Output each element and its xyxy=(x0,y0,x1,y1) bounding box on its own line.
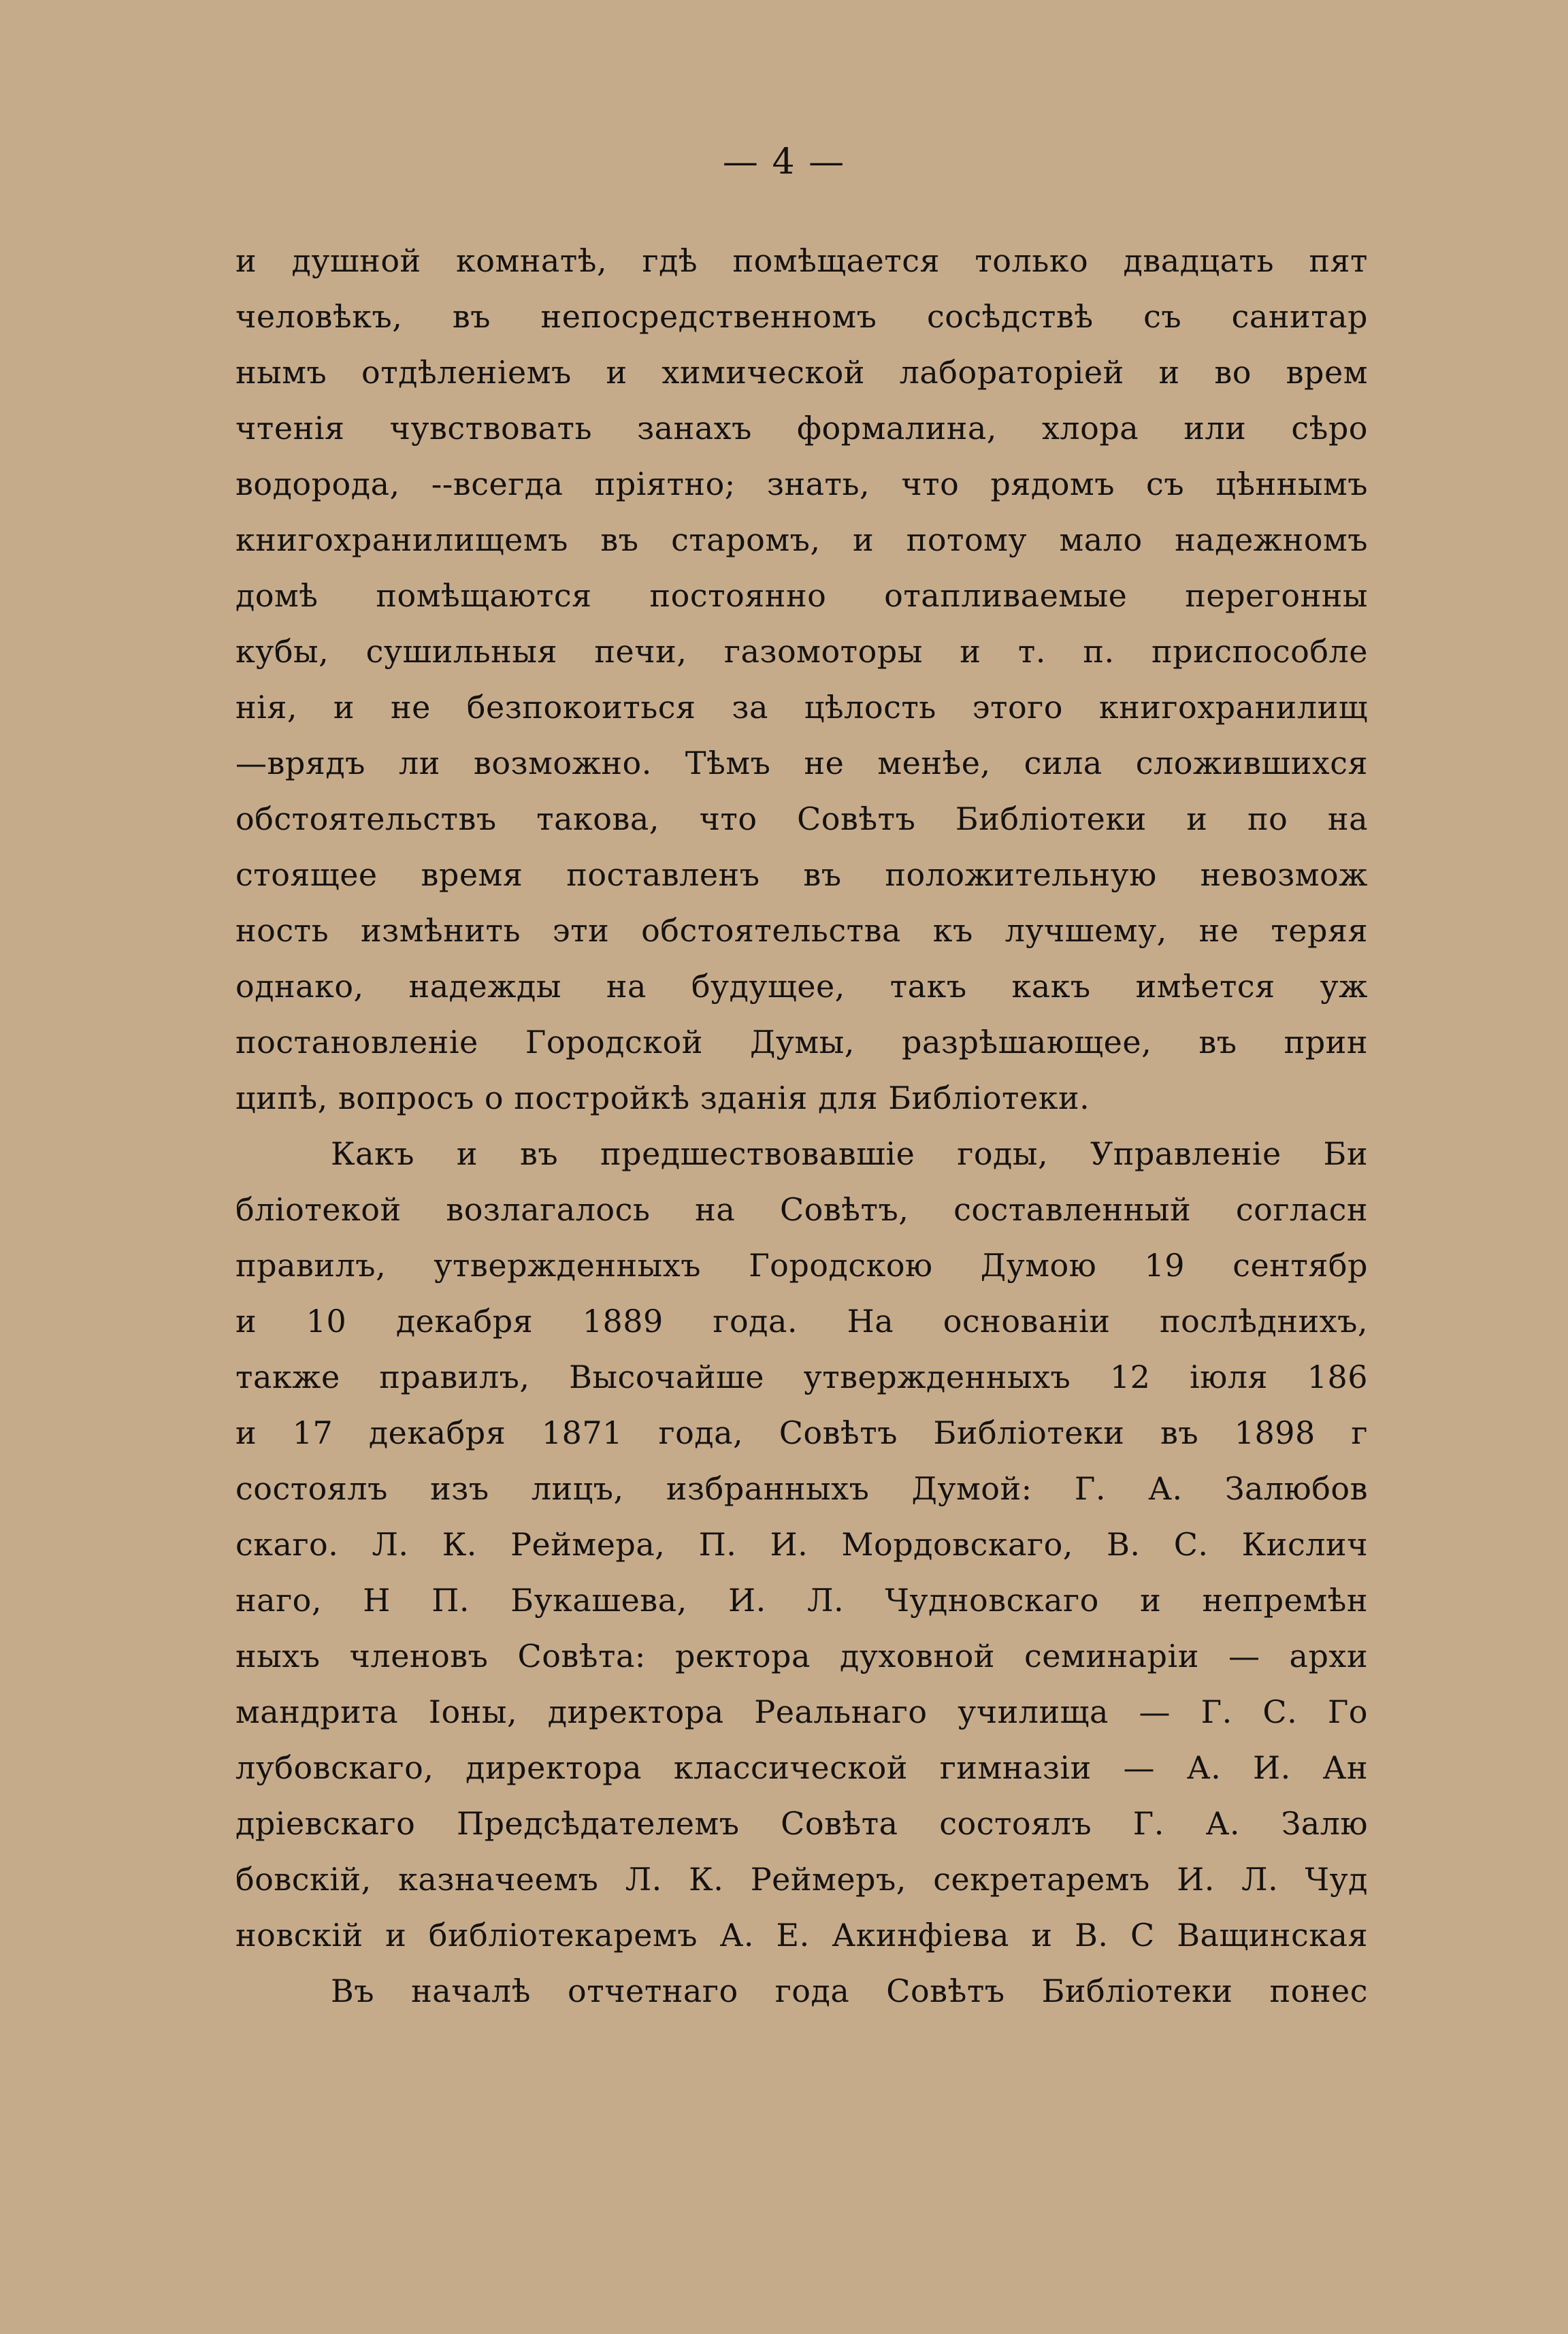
text-line: и 17 декабря 1871 года, Совѣтъ Библіотеки въ 1898 г xyxy=(235,1414,1368,1451)
text-line: нія, и не безпокоиться за цѣлость этого книгохранилищ xyxy=(235,689,1368,726)
text-line: бліотекой возлагалось на Совѣтъ, составленный согласн xyxy=(235,1191,1368,1228)
text-line: человѣкъ, въ непосредственномъ сосѣдствѣ съ санитар xyxy=(235,298,1368,335)
page-number: — 4 — xyxy=(722,142,846,182)
text-line: нымъ отдѣленіемъ и химической лабораторіей и во врем xyxy=(235,354,1368,391)
text-line: мандрита Іоны, директора Реальнаго училища — Г. С. Го xyxy=(235,1693,1368,1730)
text-line: водорода, --всегда пріятно; знать, что рядомъ съ цѣннымъ xyxy=(235,466,1368,502)
text-line: стоящее время поставленъ въ положительную невозмож xyxy=(235,856,1368,893)
text-line: домѣ помѣщаются постоянно отапливаемые перегонны xyxy=(235,577,1368,614)
text-line: правилъ, утвержденныхъ Городскою Думою 19 сентябр xyxy=(235,1247,1368,1284)
text-line: книгохранилищемъ въ старомъ, и потому мало надежномъ xyxy=(235,521,1368,558)
text-line: однако, надежды на будущее, такъ какъ имѣется уж xyxy=(235,968,1368,1005)
text-line: ность измѣнить эти обстоятельства къ лучшему, не теряя xyxy=(235,912,1368,949)
paragraph-1 xyxy=(235,233,1368,1126)
text-line: также правилъ, Высочайше утвержденныхъ 12 іюля 186 xyxy=(235,1359,1368,1395)
body-text xyxy=(235,233,1368,2019)
paragraph-2 xyxy=(235,1126,1368,1963)
text-line: бовскій, казначеемъ Л. К. Реймеръ, секретаремъ И. Л. Чуд xyxy=(235,1861,1368,1898)
text-line: чтенія чувствовать занахъ формалина, хлора или сѣро xyxy=(235,410,1368,447)
text-line: кубы, сушильныя печи, газомоторы и т. п. приспособле xyxy=(235,633,1368,670)
text-line: и душной комнатѣ, гдѣ помѣщается только двадцать пят xyxy=(235,242,1368,279)
text-line: состоялъ изъ лицъ, избранныхъ Думой: Г. А. Залюбов xyxy=(235,1470,1368,1507)
text-line: ципѣ, вопросъ о постройкѣ зданія для Библіотеки. xyxy=(235,1080,1090,1116)
text-line: наго, Н П. Букашева, И. Л. Чудновскаго и непремѣн xyxy=(235,1582,1368,1619)
text-line: Какъ и въ предшествовавшіе годы, Управленіе Би xyxy=(331,1135,1368,1172)
text-line: дріевскаго Предсѣдателемъ Совѣта состоялъ Г. А. Залю xyxy=(235,1805,1368,1842)
text-line: и 10 декабря 1889 года. На основаніи послѣднихъ, xyxy=(235,1303,1368,1340)
text-line: обстоятельствъ такова, что Совѣтъ Библіотеки и по на xyxy=(235,800,1368,837)
paragraph-3 xyxy=(235,1963,1368,2019)
text-line: Въ началѣ отчетнаго года Совѣтъ Библіотеки понес xyxy=(331,1973,1368,2009)
text-line: новскій и библіотекаремъ А. Е. Акинфіева и В. С Ващинская xyxy=(235,1917,1368,1954)
text-line: скаго. Л. К. Реймера, П. И. Мордовскаго, В. С. Кислич xyxy=(235,1526,1368,1563)
text-line: постановленіе Городской Думы, разрѣшающее, въ прин xyxy=(235,1024,1368,1060)
text-line: ныхъ членовъ Совѣта: ректора духовной семинаріи — архи xyxy=(235,1638,1368,1674)
text-line: лубовскаго, директора классической гимназіи — А. И. Ан xyxy=(235,1749,1368,1786)
text-line: —врядъ ли возможно. Тѣмъ не менѣе, сила сложившихся xyxy=(235,745,1368,781)
